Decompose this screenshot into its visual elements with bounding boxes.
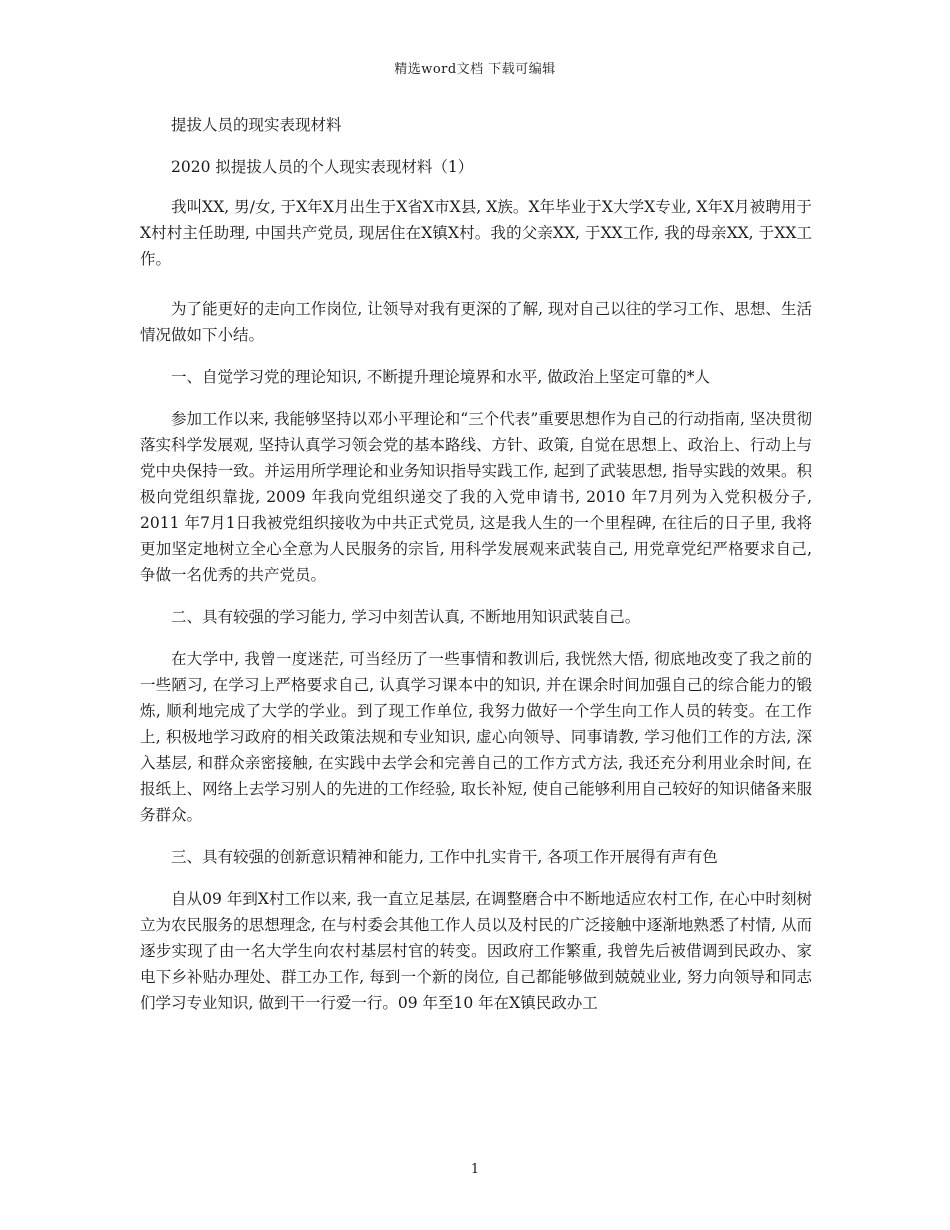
paragraph-section-2: 在大学中, 我曾一度迷茫, 可当经历了一些事情和教训后, 我恍然大悟, 彻底地改变了我之前的一些陋习, 在学习上严格要求自己, 认真学习课本中的知识, 并在课余时间加强自己的综合能力的锻炼, 顺利地完成了大学的学业。到了现工作单位, 我努力做好一个学生向工作人员的转变。在工作上, 积极地学习政府的相关政策法规和专业知识, 虚心向领导、同事请教, 学习他们工作的方法, 深入基层, 和群众亲密接触, 在实践中去学会和完善自己的工作方式方法, 我还充分利用业余时间, 在报纸上、网络上去学习别人的先进的工作经验, 取长补短, 使自己能够利用自己较好的知识储备来服务群众。 [140, 650, 812, 824]
page-header: 精选word文档 下载可编辑 [394, 62, 556, 77]
paragraph-section-1: 参加工作以来, 我能够坚持以邓小平理论和“三个代表”重要思想作为自己的行动指南, 坚决贯彻落实科学发展观, 坚持认真学习领会党的基本路线、方针、政策, 自觉在思想上、政治上、行动上与党中央保持一致。并运用所学理论和业务知识指导实践工作, 起到了武装思想, 指导实践的效果。积极向党组织靠拢, 2009 年我向党组织递交了我的入党申请书, 2010 年7月列为入党积极分子, 2011 年7月1日我被党组织接收为中共正式党员, 这是我人生的一个里程碑, 在往后的日子里, 我将更加坚定地树立全心全意为人民服务的宗旨, 用科学发展观来武装自己, 用党章党纪严格要求自己, 争做一名优秀的共产党员。 [140, 410, 812, 584]
section-heading-2: 二、具有较强的学习能力, 学习中刻苦认真, 不断地用知识武装自己。 [171, 608, 641, 626]
document-title: 提拔人员的现实表现材料 [171, 116, 342, 134]
page-number: 1 [470, 1162, 480, 1177]
document-subtitle: 2020 拟提拔人员的个人现实表现材料（1） [171, 158, 474, 176]
paragraph-intro: 我叫XX, 男/女, 于X年X月出生于X省X市X县, X族。X年毕业于X大学X专业, X年X月被聘用于X村村主任助理, 中国共产党员, 现居住在X镇X村。我的父亲XX, 于XX工作, 我的母亲XX, 于XX工作。 [140, 198, 812, 268]
document-body [140, 112, 812, 1016]
paragraph-summary: 为了能更好的走向工作岗位, 让领导对我有更深的了解, 现对自己以往的学习工作、思想、生活情况做如下小结。 [140, 300, 812, 344]
section-heading-1: 一、自觉学习党的理论知识, 不断提升理论境界和水平, 做政治上坚定可靠的*人 [171, 368, 710, 386]
section-heading-3: 三、具有较强的创新意识精神和能力, 工作中扎实肯干, 各项工作开展得有声有色 [171, 848, 718, 866]
paragraph-section-3: 自从09 年到X村工作以来, 我一直立足基层, 在调整磨合中不断地适应农村工作, 在心中时刻树立为农民服务的思想理念, 在与村委会其他工作人员以及村民的广泛接触中逐渐地熟悉了村情, 从而逐步实现了由一名大学生向农村基层村官的转变。因政府工作繁重, 我曾先后被借调到民政办、家电下乡补贴办理处、群工办工作, 每到一个新的岗位, 自己都能够做到兢兢业业, 努力向领导和同志们学习专业知识, 做到干一行爱一行。09 年至10 年在X镇民政办工 [140, 890, 812, 1012]
